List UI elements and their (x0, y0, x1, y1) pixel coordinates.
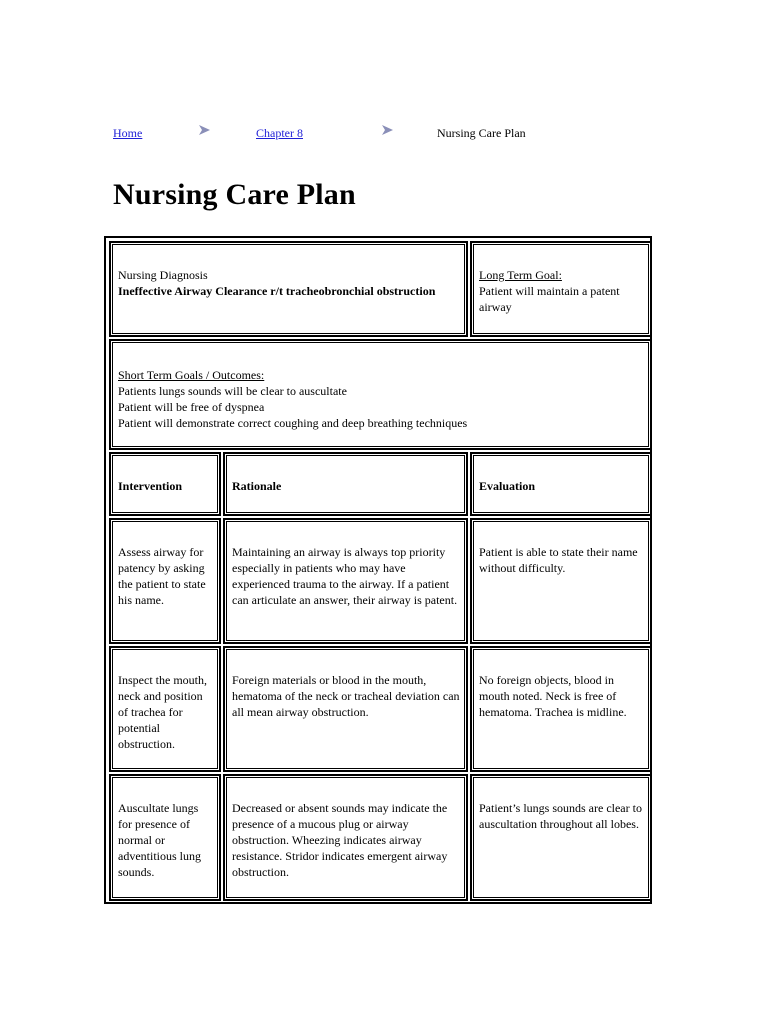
short-term-goal-item: Patient will be free of dyspnea (118, 400, 265, 414)
table-row-3-evaluation: Patient’s lungs sounds are clear to auscultation throughout all lobes. (470, 774, 652, 901)
diagnosis-label: Nursing Diagnosis (118, 268, 208, 282)
table-row-3-rationale: Decreased or absent sounds may indicate the presence of a mucous plug or airway obstruction. Wheezing indicates airway resistance. Stridor indicates emergent airway obstruction. (223, 774, 468, 901)
breadcrumb-home-link[interactable]: Home (113, 126, 143, 140)
short-term-goals-label: Short Term Goals / Outcomes: (118, 368, 265, 382)
table-row-1-evaluation: Patient is able to state their name without difficulty. (470, 518, 652, 644)
header-evaluation (470, 452, 652, 516)
chevron-right-icon (381, 124, 394, 136)
short-term-goal-item: Patients lungs sounds will be clear to auscultate (118, 384, 347, 398)
table-row-1-rationale: Maintaining an airway is always top priority especially in patients who may have experienced trauma to the airway. If a patient can articulate an answer, their airway is patent. (223, 518, 468, 644)
header-rationale (223, 452, 468, 516)
table-row-2-evaluation: No foreign objects, blood in mouth noted. Neck is free of hematoma. Trachea is midline. (470, 646, 652, 772)
table-row-3-intervention: Auscultate lungs for presence of normal or adventitious lung sounds. (109, 774, 221, 901)
long-term-goal-value: Patient will maintain a patent airway (479, 284, 620, 314)
breadcrumb (113, 126, 673, 144)
diagnosis-value: Ineffective Airway Clearance r/t tracheobronchial obstruction (118, 284, 436, 298)
header-intervention-label: Intervention (118, 479, 182, 493)
diagnosis-cell (109, 241, 468, 337)
short-term-goals-cell (109, 339, 652, 450)
table-row-2-intervention: Inspect the mouth, neck and position of trachea for potential obstruction. (109, 646, 221, 772)
long-term-goal-label: Long Term Goal: (479, 268, 562, 282)
table-row-2-rationale: Foreign materials or blood in the mouth, hematoma of the neck or tracheal deviation can all mean airway obstruction. (223, 646, 468, 772)
breadcrumb-current: Nursing Care Plan (437, 126, 526, 140)
long-term-goal-cell (470, 241, 652, 337)
page-title: Nursing Care Plan (113, 178, 356, 211)
header-evaluation-label: Evaluation (479, 479, 536, 493)
chevron-right-icon (198, 124, 211, 136)
header-intervention (109, 452, 221, 516)
short-term-goal-item: Patient will demonstrate correct coughing and deep breathing techniques (118, 416, 468, 430)
breadcrumb-chapter-link[interactable]: Chapter 8 (256, 126, 303, 140)
header-rationale-label: Rationale (232, 479, 282, 493)
table-row-1-intervention: Assess airway for patency by asking the patient to state his name. (109, 518, 221, 644)
care-plan-table (104, 236, 652, 904)
